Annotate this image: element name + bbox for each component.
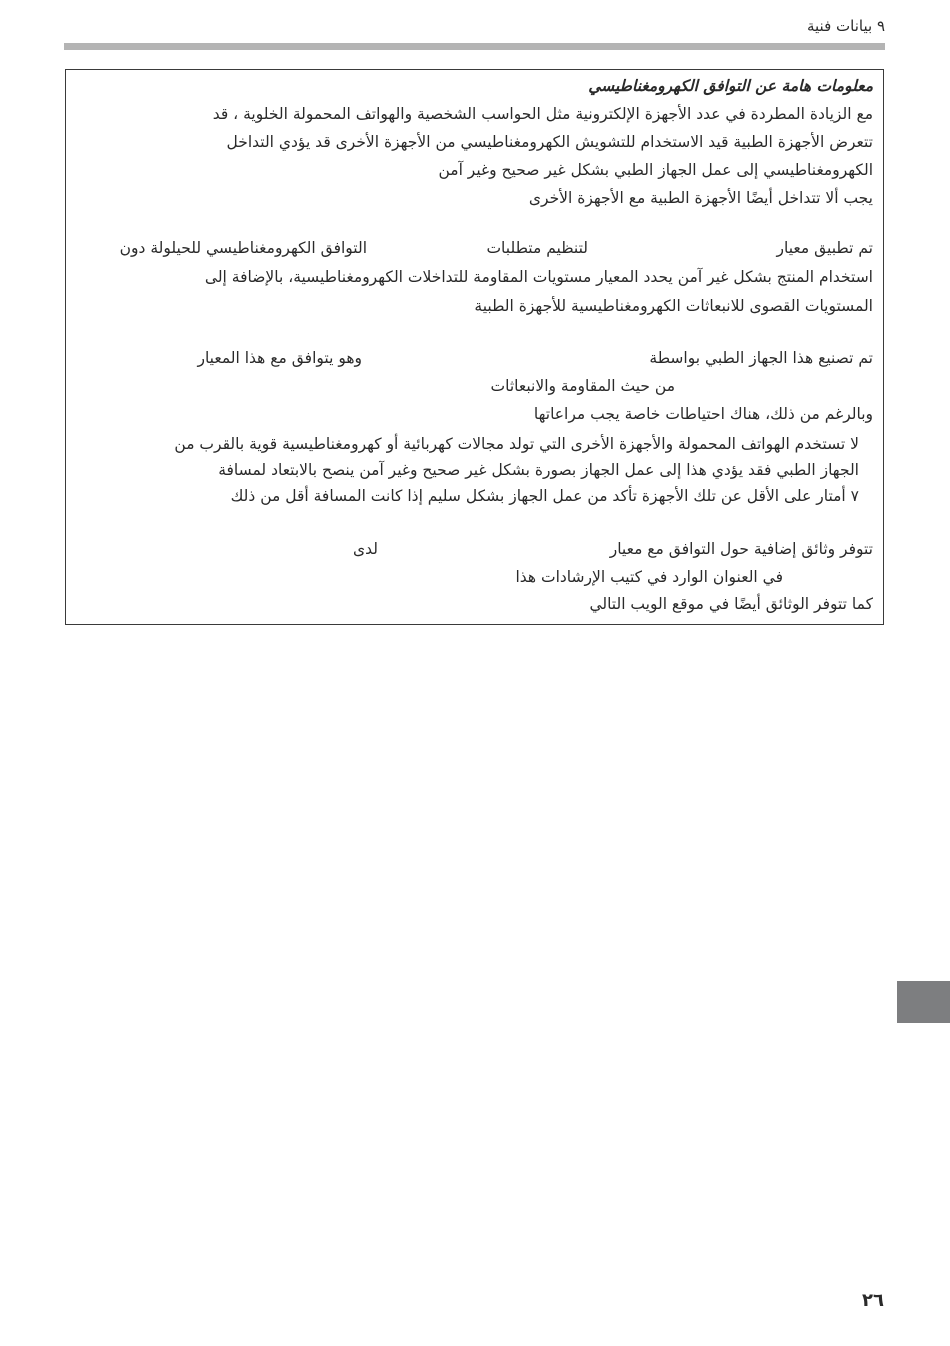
para2-line1-b: لتنظيم متطلبات <box>486 239 588 257</box>
para4-line1: لا تستخدم الهواتف المحمولة والأجهزة الأخرى التي تولد مجالات كهربائية أو كهرومغناطيسية قوية بالقرب من <box>174 435 859 453</box>
para1-line2: تتعرض الأجهزة الطبية قيد الاستخدام للتشويش الكهرومغناطيسي من الأجهزة الأخرى قد يؤدي التداخل <box>226 133 873 151</box>
para4-line3: ٧ أمتار على الأقل عن تلك الأجهزة تأكد من عمل الجهاز بشكل سليم إذا كانت المسافة أقل من ذلك <box>230 487 859 505</box>
para2-line1-c: التوافق الكهرومغناطيسي للحيلولة دون <box>119 239 367 257</box>
para3-line1-b: وهو يتوافق مع هذا المعيار <box>197 349 362 367</box>
chapter-side-tab <box>897 981 950 1023</box>
para5-line1-a: تتوفر وثائق إضافية حول التوافق مع معيار <box>609 540 873 558</box>
para2-line2: استخدام المنتج بشكل غير آمن يحدد المعيار مستويات المقاومة للتداخلات الكهرومغناطيسية، بالإضافة إلى <box>204 268 873 286</box>
para2-line1-a: تم تطبيق معيار <box>776 239 873 257</box>
para5-line3: كما تتوفر الوثائق أيضًا في موقع الويب التالي <box>589 595 873 613</box>
notice-title: معلومات هامة عن التوافق الكهرومغناطيسي <box>588 77 873 95</box>
para3-line1-a: تم تصنيع هذا الجهاز الطبي بواسطة <box>649 349 873 367</box>
para1-line3: الكهرومغناطيسي إلى عمل الجهاز الطبي بشكل غير صحيح وغير آمن <box>438 161 873 179</box>
para1-line1: مع الزيادة المطردة في عدد الأجهزة الإلكترونية مثل الحواسب الشخصية والهواتف المحمولة الخلوية ، قد <box>212 105 873 123</box>
para2-line3: المستويات القصوى للانبعاثات الكهرومغناطيسية للأجهزة الطبية <box>474 297 873 315</box>
para4-line2: الجهاز الطبي فقد يؤدي هذا إلى عمل الجهاز بصورة بشكل غير صحيح وغير آمن ينصح بالابتعاد لمسافة <box>218 461 859 479</box>
para3-line3: وبالرغم من ذلك، هناك احتياطات خاصة يجب مراعاتها <box>533 405 873 423</box>
para1-line4: يجب ألا تتداخل أيضًا الأجهزة الطبية مع الأجهزة الأخرى <box>528 189 873 207</box>
section-header: ٩ بيانات فنية <box>806 17 885 35</box>
emc-notice-box <box>65 69 884 625</box>
para5-line2: في العنوان الوارد في كتيب الإرشادات هذا <box>515 568 783 586</box>
para3-line2: من حيث المقاومة والانبعاثات <box>490 377 675 395</box>
para5-line1-b: لدى <box>353 540 378 558</box>
page-number: ٢٦ <box>862 1290 884 1311</box>
header-rule <box>64 43 885 50</box>
